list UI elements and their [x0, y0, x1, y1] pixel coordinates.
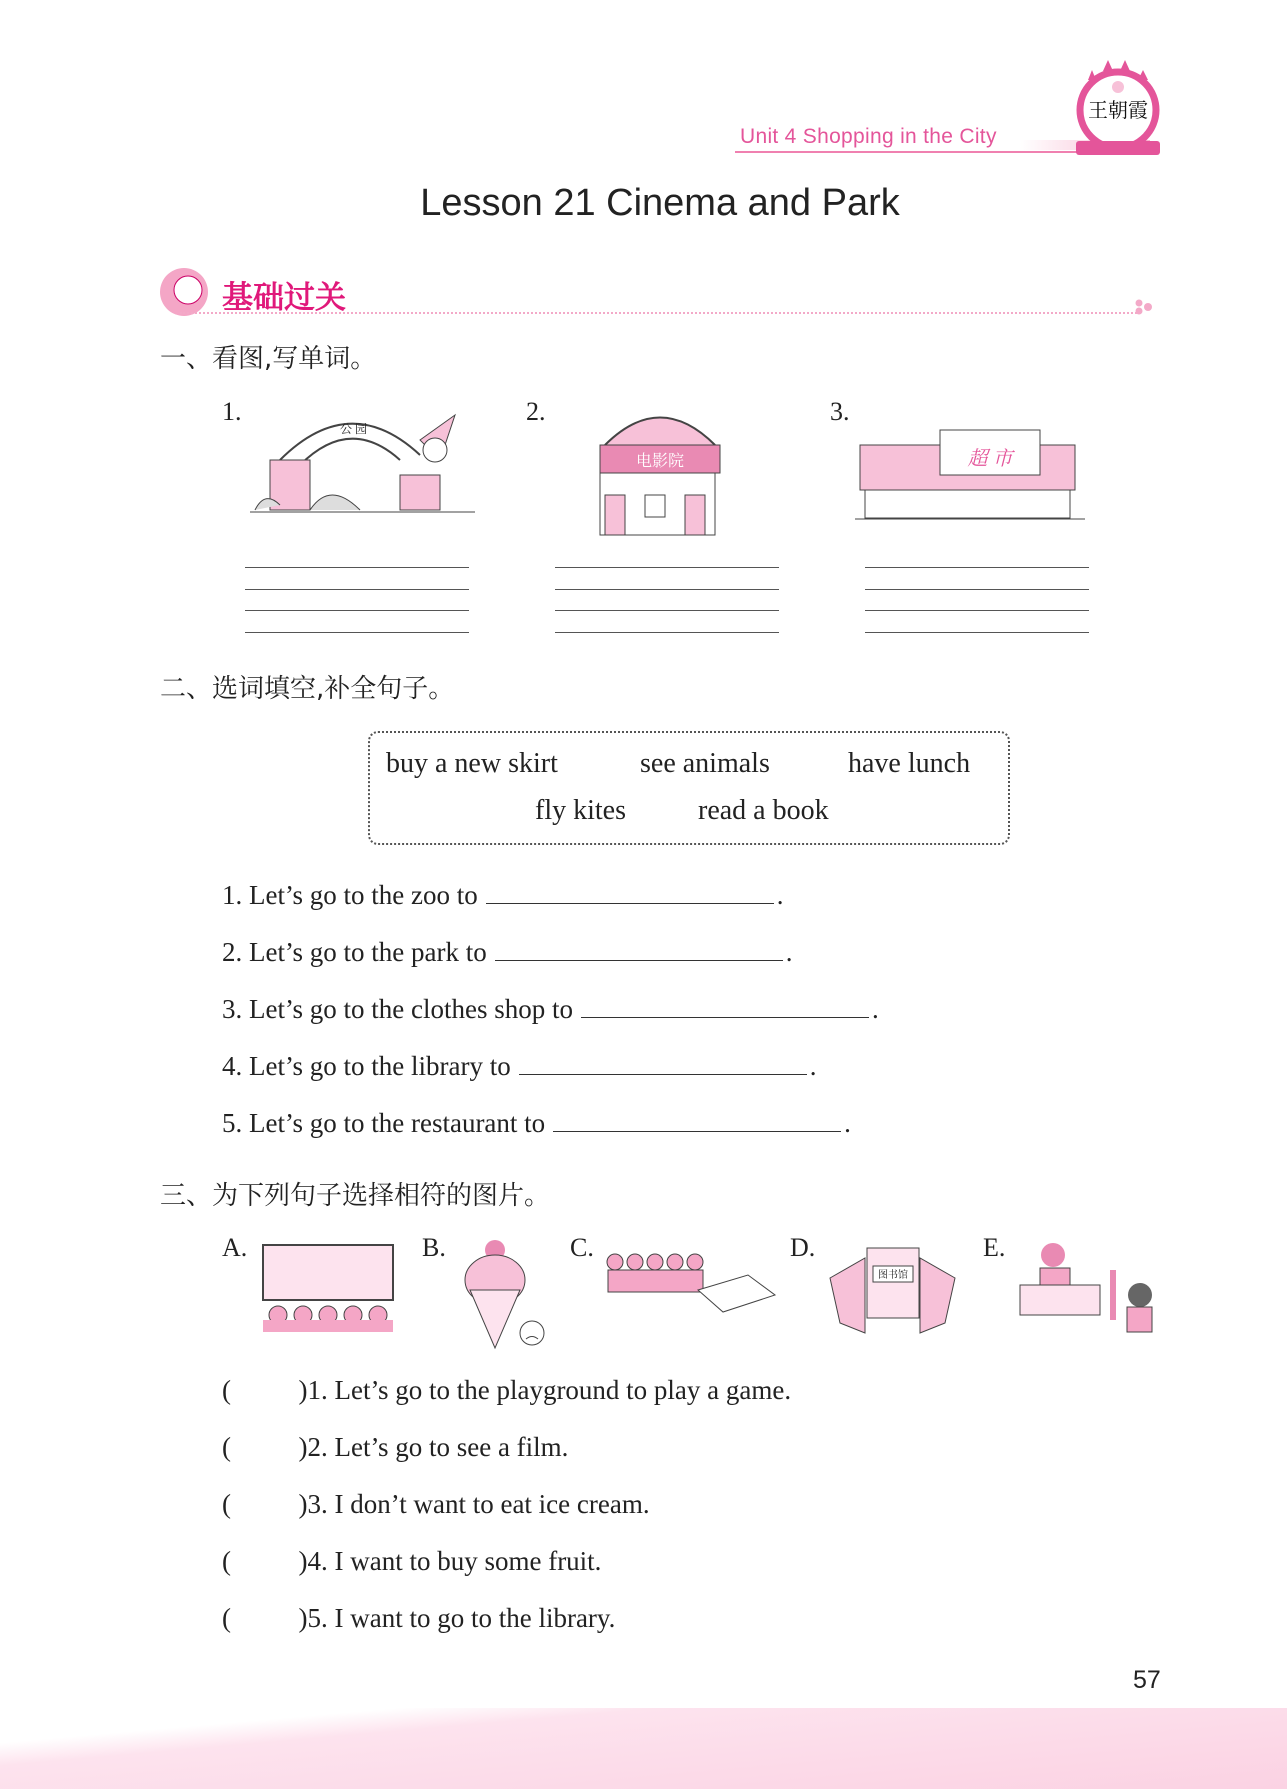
part2-heading: 二、选词填空,补全句子。 [160, 674, 455, 704]
section-heading: 基础过关 [222, 280, 346, 316]
publisher-logo [1068, 55, 1168, 160]
unit-header: Unit 4 Shopping in the City [740, 125, 997, 148]
word-option: read a book [698, 795, 829, 826]
ice-cream-picture [455, 1230, 550, 1350]
supermarket-picture [855, 425, 1090, 525]
part1-heading: 一、看图,写单词。 [160, 344, 377, 374]
item-number: 1. [222, 397, 242, 426]
word-option: fly kites [535, 795, 626, 826]
blank-input[interactable] [581, 996, 869, 1018]
cinema-audience-picture [258, 1240, 398, 1335]
option-letter: D. [790, 1233, 816, 1262]
svg-text:公 园: 公 园 [340, 422, 368, 436]
svg-text:图书馆: 图书馆 [878, 1270, 908, 1281]
item-number: 3. [830, 397, 850, 426]
sentence-1: 1. Let’s go to the zoo to . [222, 880, 784, 910]
match-item-5[interactable]: ( )5. I want to go to the library. [222, 1603, 616, 1633]
item-number: 2. [526, 397, 546, 426]
dots-decoration [1134, 298, 1158, 316]
cinema-picture [595, 400, 725, 538]
page-number: 57 [1133, 1666, 1161, 1694]
option-letter: E. [983, 1233, 1006, 1262]
blank-input[interactable] [519, 1053, 807, 1075]
option-letter: A. [222, 1233, 248, 1262]
match-item-3[interactable]: ( )3. I don’t want to eat ice cream. [222, 1489, 650, 1519]
lesson-title: Lesson 21 Cinema and Park [420, 182, 900, 224]
word-option: see animals [640, 748, 770, 779]
children-playground-picture [603, 1250, 778, 1320]
fruit-shop-picture [1015, 1240, 1160, 1340]
word-option: have lunch [848, 748, 971, 779]
option-letter: B. [422, 1233, 446, 1262]
sentence-4: 4. Let’s go to the library to . [222, 1051, 817, 1081]
mascot-icon [158, 266, 212, 318]
match-item-1[interactable]: ( )1. Let’s go to the playground to play a game. [222, 1375, 792, 1405]
blank-input[interactable] [553, 1110, 841, 1132]
part3-heading: 三、为下列句子选择相符的图片。 [160, 1181, 551, 1211]
match-item-4[interactable]: ( )4. I want to buy some fruit. [222, 1546, 602, 1576]
sentence-2: 2. Let’s go to the park to . [222, 937, 793, 967]
section-divider [180, 312, 1140, 314]
library-picture [825, 1238, 960, 1338]
word-option: buy a new skirt [386, 748, 558, 779]
blank-input[interactable] [486, 882, 774, 904]
svg-text:电影院: 电影院 [635, 453, 685, 470]
svg-text:超 市: 超 市 [967, 448, 1013, 470]
option-letter: C. [570, 1233, 594, 1262]
blank-input[interactable] [495, 939, 783, 961]
sentence-3: 3. Let’s go to the clothes shop to . [222, 994, 879, 1024]
footer-band [0, 1708, 1287, 1789]
match-item-2[interactable]: ( )2. Let’s go to see a film. [222, 1432, 569, 1462]
sentence-5: 5. Let’s go to the restaurant to . [222, 1108, 851, 1138]
park-gate-picture [250, 400, 480, 518]
svg-text:王朝霞: 王朝霞 [1088, 98, 1148, 122]
